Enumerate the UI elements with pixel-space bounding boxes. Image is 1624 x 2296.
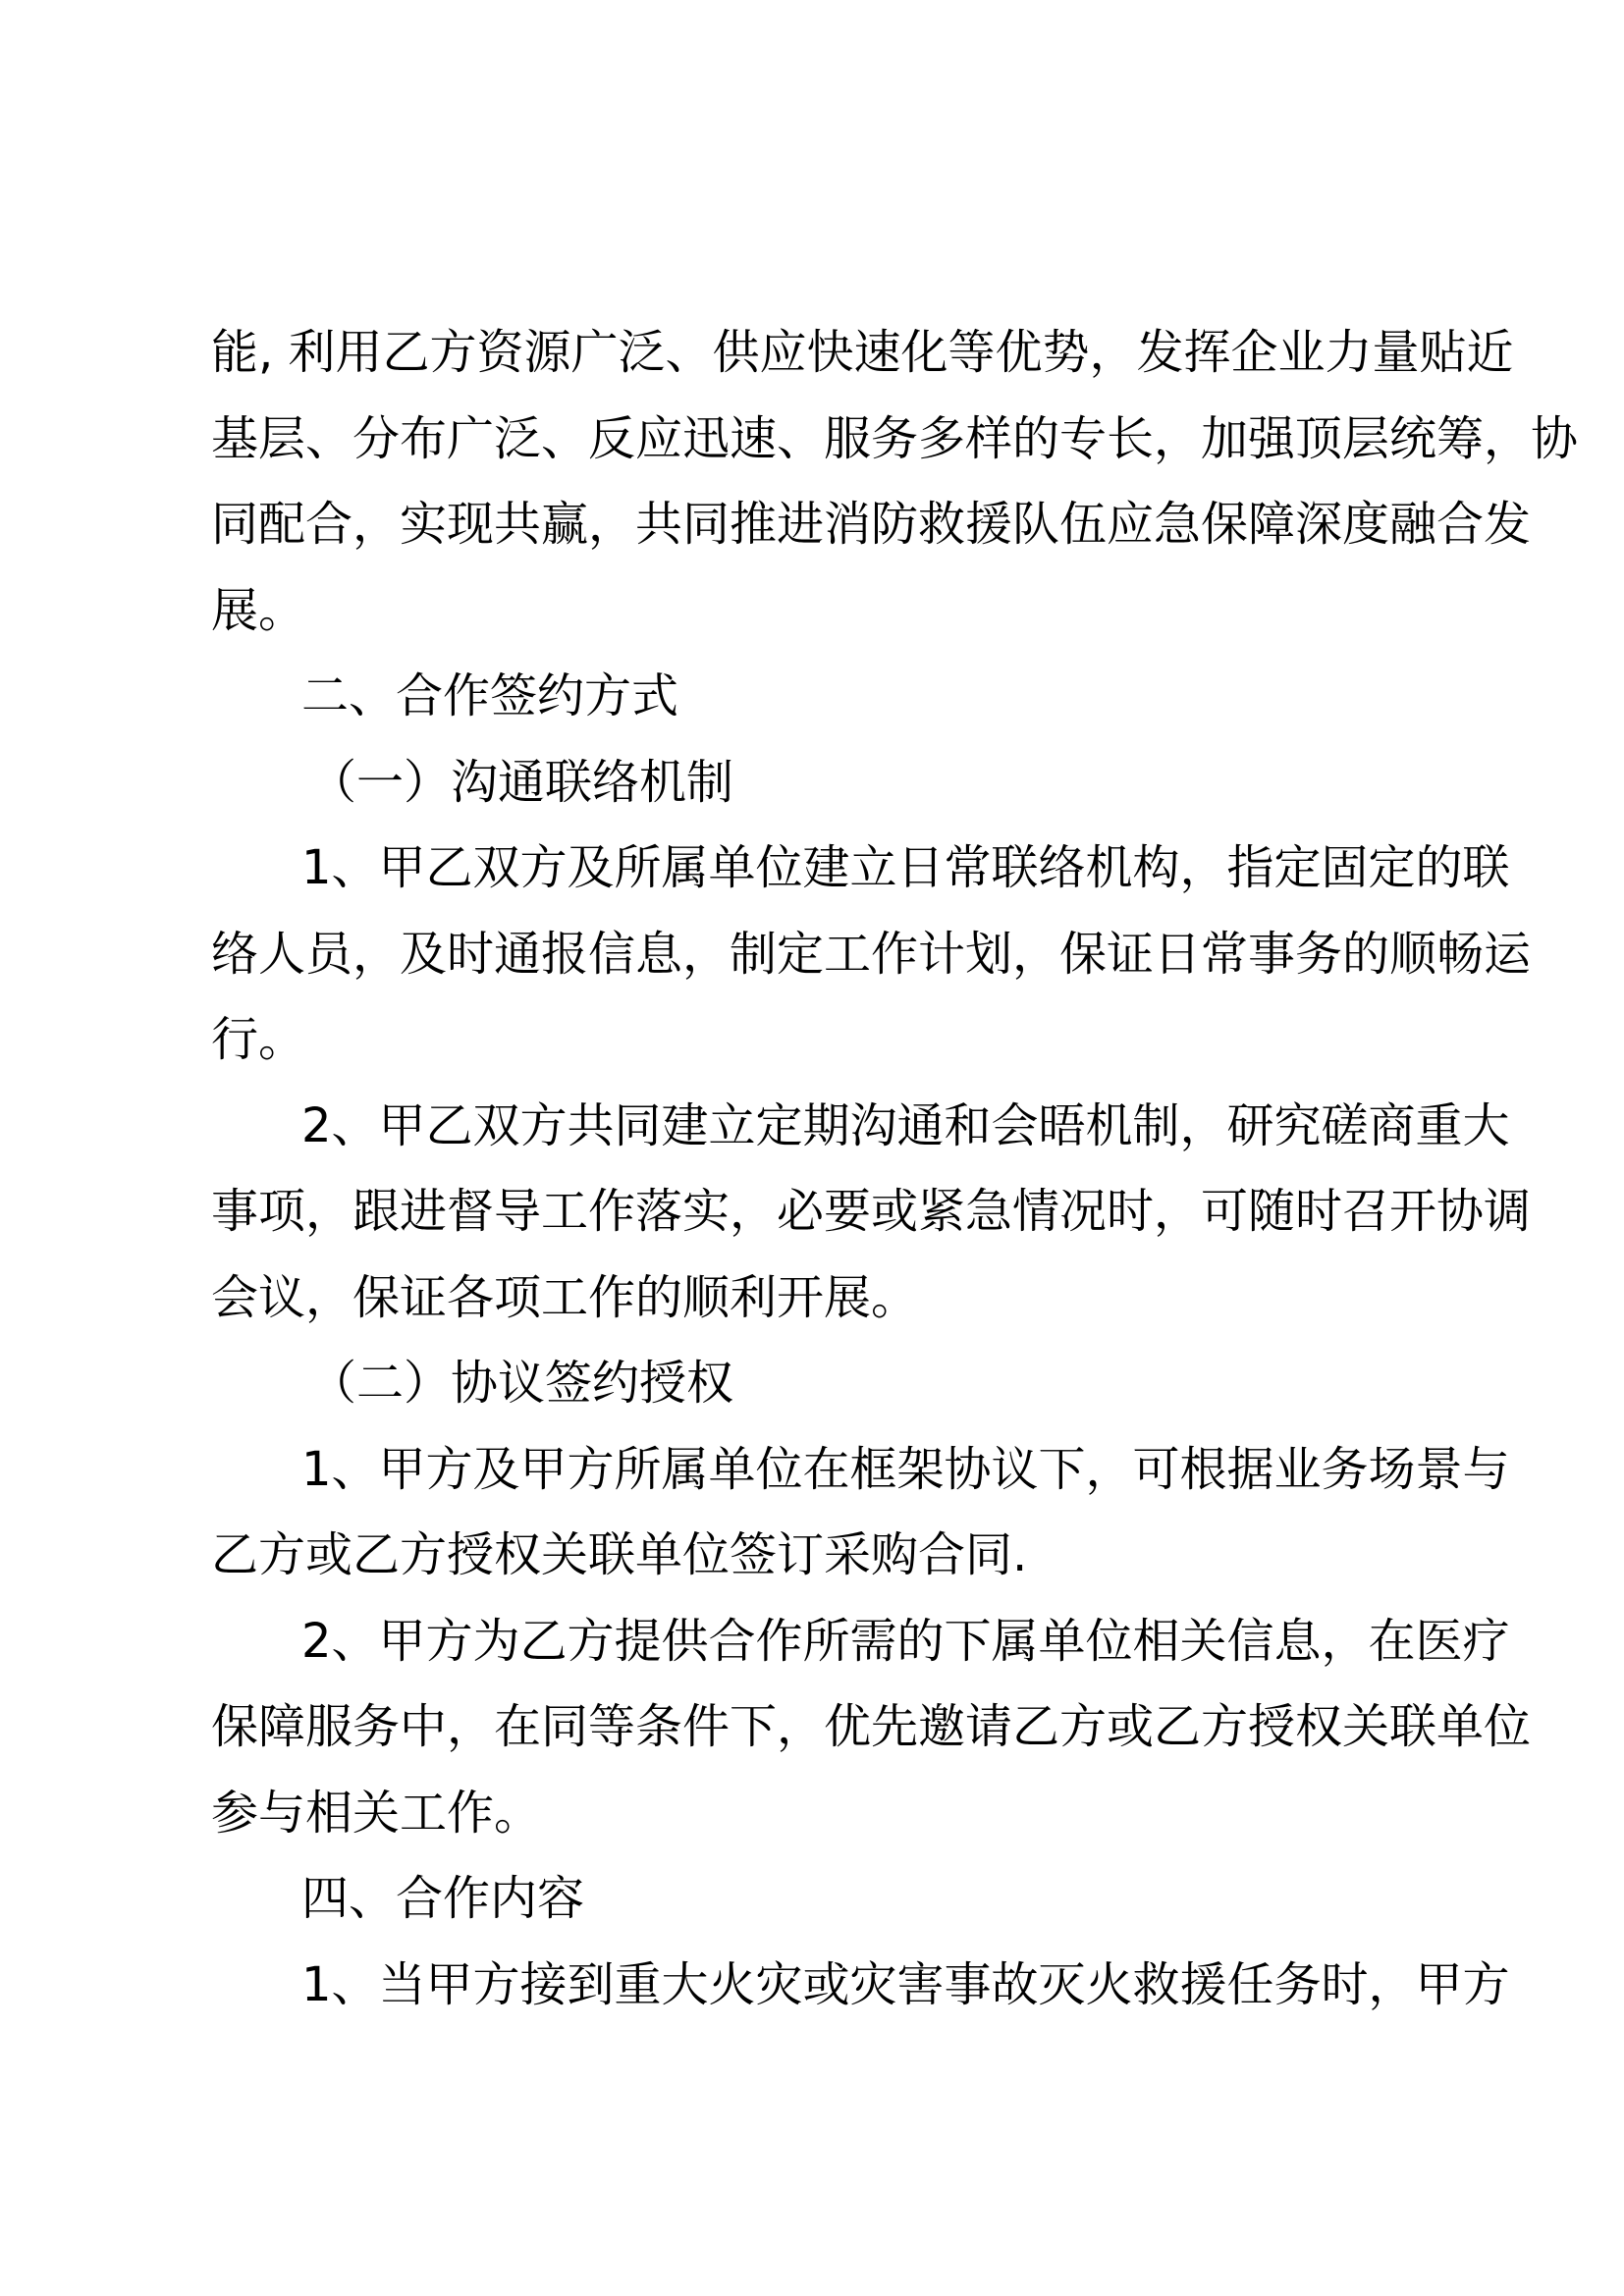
paragraph-line: 络人员，及时通报信息，制定工作计划，保证日常事务的顺畅运	[211, 926, 1532, 982]
paragraph-line: 行。	[211, 1012, 306, 1067]
paragraph-line: 保障服务中，在同等条件下，优先邀请乙方或乙方授权关联单位	[211, 1699, 1532, 1754]
paragraph-line: 能, 利用乙方资源广泛、供应快速化等优势，发挥企业力量贴近	[211, 325, 1514, 380]
paragraph-line: 1、甲方及甲方所属单位在框架协议下，可根据业务场景与	[301, 1441, 1510, 1497]
paragraph-line: 参与相关工作。	[211, 1785, 542, 1841]
paragraph-line: 事项，跟进督导工作落实，必要或紧急情况时，可随时召开协调	[211, 1184, 1532, 1239]
paragraph-line: 2、甲方为乙方提供合作所需的下属单位相关信息，在医疗	[301, 1613, 1510, 1669]
paragraph-line: 同配合，实现共赢，共同推进消防救援队伍应急保障深度融合发	[211, 497, 1532, 552]
paragraph-line: 乙方或乙方授权关联单位签订采购合同.	[211, 1527, 1028, 1582]
paragraph-line: 2、甲乙双方共同建立定期沟通和会晤机制，研究磋商重大	[301, 1097, 1510, 1153]
subsection-heading: （一）沟通联络机制	[309, 754, 734, 810]
subsection-heading: （二）协议签约授权	[309, 1356, 734, 1411]
paragraph-line: 展。	[211, 582, 306, 638]
section-heading: 四、合作内容	[301, 1871, 585, 1926]
paragraph-line: 1、当甲方接到重大火灾或灾害事故灭火救援任务时，甲方	[301, 1956, 1510, 2012]
paragraph-line: 基层、分布广泛、反应迅速、服务多样的专长，加强顶层统筹，协	[211, 410, 1579, 466]
paragraph-line: 1、甲乙双方及所属单位建立日常联络机构，指定固定的联	[301, 840, 1510, 895]
document-body	[211, 310, 1579, 2028]
paragraph-line: 会议，保证各项工作的顺利开展。	[211, 1269, 919, 1325]
section-heading: 二、合作签约方式	[301, 668, 679, 723]
